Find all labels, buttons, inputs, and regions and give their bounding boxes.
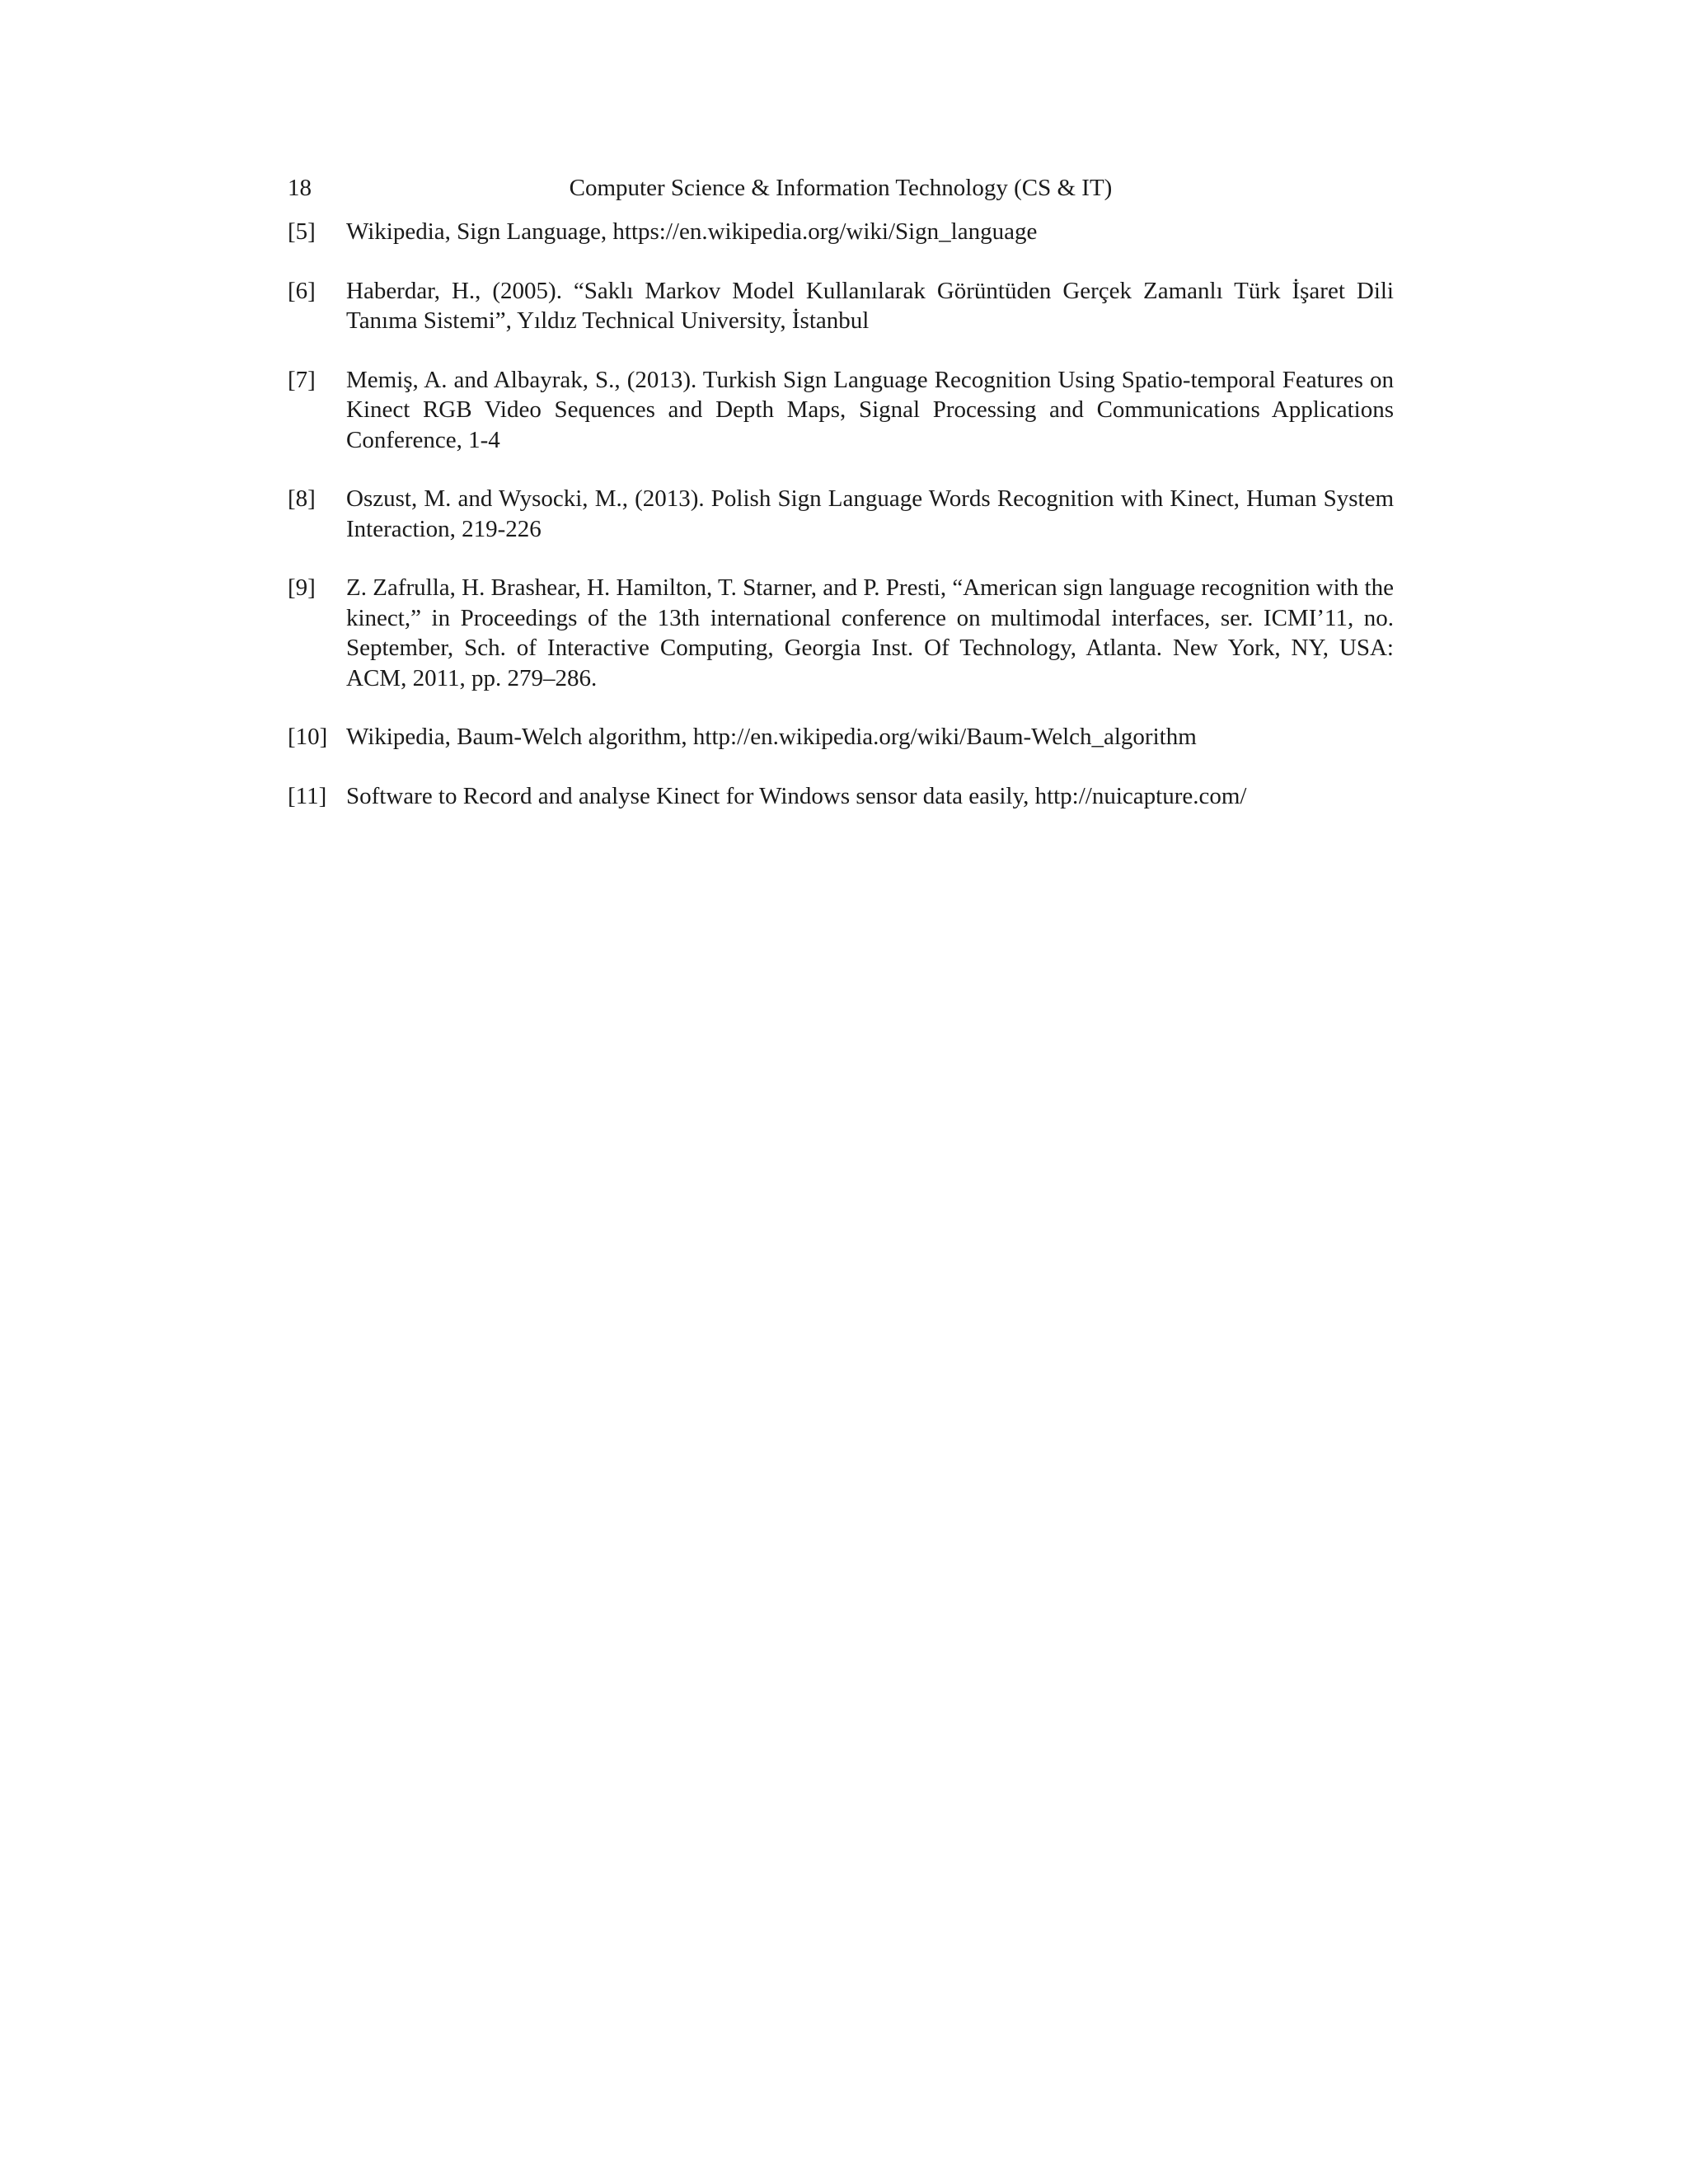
reference-label: [9] (288, 574, 316, 601)
reference-text: Memiş, A. and Albayrak, S., (2013). Turkish Sign Language Recognition Using Spatio-temporal Features on Kinect RGB Video Sequences and Depth Maps, Signal Processing and Communications Applications Conference, 1-4 (346, 366, 1394, 453)
reference-label: [8] (288, 485, 316, 512)
reference-text: Haberdar, H., (2005). “Saklı Markov Model Kullanılarak Görüntüden Gerçek Zamanlı Türk İşaret Dili Tanıma Sistemi”, Yıldız Technical University, İstanbul (346, 277, 1394, 334)
reference-item (288, 722, 1394, 752)
reference-item (288, 276, 1394, 336)
journal-title: Computer Science & Information Technology (CS & IT) (569, 175, 1113, 201)
reference-label: [6] (288, 277, 316, 304)
reference-label: [11] (288, 782, 327, 809)
reference-list (288, 217, 1394, 840)
reference-text: Wikipedia, Baum-Welch algorithm, http://en.wikipedia.org/wiki/Baum-Welch_algorithm (346, 724, 1197, 750)
reference-label: [7] (288, 366, 316, 393)
running-header (288, 171, 1394, 204)
reference-item (288, 365, 1394, 456)
reference-text: Z. Zafrulla, H. Brashear, H. Hamilton, T. Starner, and P. Presti, “American sign language recognition with the kinect,” in Proceedings of the 13th international conference on multimodal interfaces, ser. ICMI’11, no. September, Sch. of Interactive Computing, Georgia Inst. Of Technology, Atlanta. New York, NY, USA: ACM, 2011, pp. 279–286. (346, 574, 1394, 691)
reference-item (288, 781, 1394, 812)
reference-item (288, 217, 1394, 247)
reference-label: [10] (288, 724, 328, 750)
reference-item (288, 484, 1394, 544)
reference-text: Wikipedia, Sign Language, https://en.wikipedia.org/wiki/Sign_language (346, 218, 1038, 245)
reference-item (288, 573, 1394, 693)
reference-label: [5] (288, 218, 316, 245)
reference-text: Oszust, M. and Wysocki, M., (2013). Polish Sign Language Words Recognition with Kinect, Human System Interaction, 219-226 (346, 485, 1394, 542)
reference-text: Software to Record and analyse Kinect for Windows sensor data easily, http://nuicapture.com/ (346, 782, 1247, 809)
page-number: 18 (288, 175, 312, 201)
